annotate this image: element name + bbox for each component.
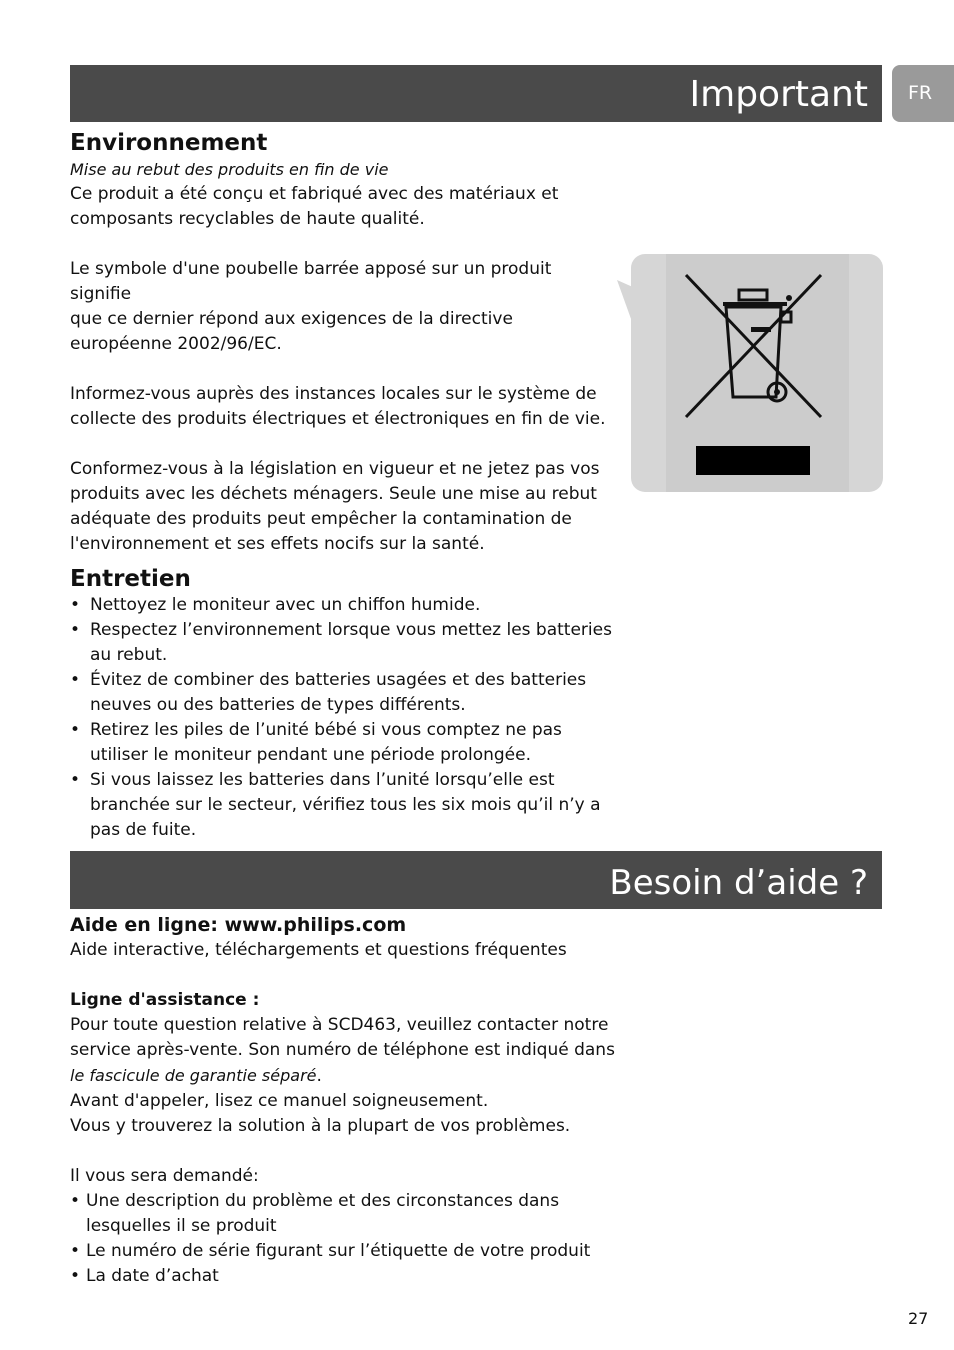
environment-text-line: collecte des produits électriques et électroniques en fin de vie. bbox=[70, 409, 606, 429]
hotline-line-1: Pour toute question relative à SCD463, veuillez contacter notre bbox=[70, 1015, 609, 1035]
language-tab: FR bbox=[892, 65, 954, 122]
maintenance-bullet-line: neuves ou des batteries de types différents. bbox=[90, 695, 466, 715]
hotline-line-5: Vous y trouverez la solution à la plupart de vos problèmes. bbox=[70, 1116, 571, 1136]
section-title-help: Besoin d’aide ? bbox=[70, 851, 882, 909]
maintenance-bullet bbox=[70, 668, 615, 718]
environment-subtitle: Mise au rebut des produits en fin de vie bbox=[70, 160, 389, 179]
asked-intro: Il vous sera demandé: bbox=[70, 1166, 259, 1186]
environment-text-line: Informez-vous auprès des instances locales sur le système de bbox=[70, 384, 597, 404]
asked-bullet bbox=[70, 1239, 615, 1264]
maintenance-bullet-line: branchée sur le secteur, vérifiez tous les six mois qu’il n’y a bbox=[90, 795, 601, 815]
warranty-booklet-ref: le fascicule de garantie séparé bbox=[70, 1066, 317, 1085]
maintenance-bullet bbox=[70, 718, 615, 768]
environment-text-line: Ce produit a été conçu et fabriqué avec des matériaux et bbox=[70, 184, 559, 204]
maintenance-bullet-line: • Respectez l’environnement lorsque vous mettez les batteries bbox=[90, 620, 612, 640]
asked-bullet-line: lesquelles il se produit bbox=[86, 1216, 277, 1236]
weee-black-bar bbox=[696, 446, 810, 475]
asked-bullet bbox=[70, 1189, 615, 1239]
environment-text-line: adéquate des produits peut empêcher la contamination de bbox=[70, 509, 572, 529]
help-section bbox=[70, 913, 615, 1289]
maintenance-bullet-line: au rebut. bbox=[90, 645, 168, 665]
section-title-important: Important bbox=[70, 65, 882, 122]
asked-bullet-line: • Le numéro de série figurant sur l’étiquette de votre produit bbox=[86, 1241, 591, 1261]
maintenance-bullet-line: • Nettoyez le moniteur avec un chiffon humide. bbox=[90, 595, 481, 615]
crossed-out-wheelie-bin-icon bbox=[681, 272, 831, 422]
hotline-line-3 bbox=[70, 1063, 615, 1089]
maintenance-bullet-line: utiliser le moniteur pendant une période prolongée. bbox=[90, 745, 531, 765]
online-help-heading: Aide en ligne: www.philips.com bbox=[70, 914, 407, 936]
environment-paragraphs bbox=[70, 182, 615, 557]
environment-text-line: que ce dernier répond aux exigences de la directive bbox=[70, 309, 513, 329]
environment-text-line: européenne 2002/96/EC. bbox=[70, 334, 282, 354]
hotline-period: . bbox=[316, 1066, 322, 1086]
maintenance-bullet bbox=[70, 593, 615, 618]
asked-list bbox=[70, 1189, 615, 1289]
environment-heading: Environnement bbox=[70, 130, 268, 156]
maintenance-bullet-line: pas de fuite. bbox=[90, 820, 197, 840]
maintenance-list bbox=[70, 593, 615, 843]
maintenance-bullet-line: • Retirez les piles de l’unité bébé si vous comptez ne pas bbox=[90, 720, 562, 740]
environment-text-line: Le symbole d'une poubelle barrée apposé sur un produit signifie bbox=[70, 259, 552, 304]
environment-section bbox=[70, 129, 615, 557]
hotline-heading: Ligne d'assistance : bbox=[70, 990, 260, 1010]
asked-bullet-line: • Une description du problème et des circonstances dans bbox=[86, 1191, 560, 1211]
hotline-line-2: service après-vente. Son numéro de téléphone est indiqué dans bbox=[70, 1040, 615, 1060]
maintenance-bullet bbox=[70, 768, 615, 843]
environment-text-line: composants recyclables de haute qualité. bbox=[70, 209, 425, 229]
environment-text-line: Conformez-vous à la législation en vigueur et ne jetez pas vos bbox=[70, 459, 600, 479]
asked-bullet bbox=[70, 1264, 615, 1289]
maintenance-bullet-line: • Si vous laissez les batteries dans l’unité lorsqu’elle est bbox=[90, 770, 555, 790]
environment-text-line: produits avec les déchets ménagers. Seule une mise au rebut bbox=[70, 484, 597, 504]
maintenance-bullet bbox=[70, 618, 615, 668]
weee-symbol-panel bbox=[631, 254, 883, 492]
maintenance-section bbox=[70, 565, 615, 843]
environment-text-line: l'environnement et ses effets nocifs sur la santé. bbox=[70, 534, 485, 554]
hotline-line-4: Avant d'appeler, lisez ce manuel soigneusement. bbox=[70, 1091, 489, 1111]
asked-bullet-line: • La date d’achat bbox=[86, 1266, 219, 1286]
online-help-text: Aide interactive, téléchargements et questions fréquentes bbox=[70, 940, 567, 960]
maintenance-heading: Entretien bbox=[70, 566, 191, 592]
maintenance-bullet-line: • Évitez de combiner des batteries usagées et des batteries bbox=[90, 670, 587, 690]
page-number: 27 bbox=[908, 1309, 929, 1328]
